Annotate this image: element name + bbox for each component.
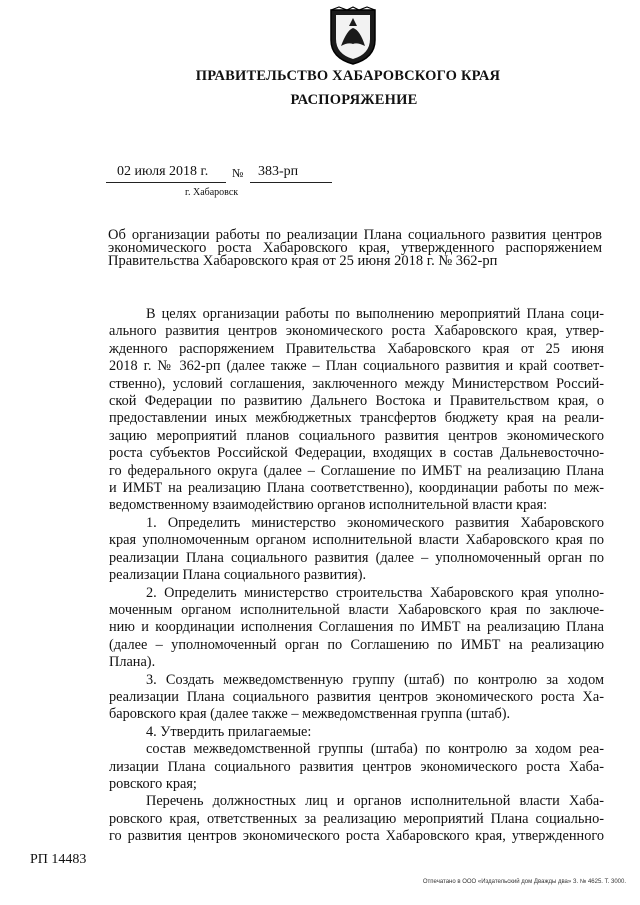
document-number: 383-рп — [258, 164, 299, 179]
subject-line: Правительства Хабаровского края от 25 июня 2018 г. № 362-рп — [108, 253, 498, 269]
body-line: го федерального округа (далее – Соглашение по ИМБТ на реализацию Плана — [109, 462, 604, 479]
document-code: РП 14483 — [30, 852, 87, 867]
subject-line: Об организации работы по реализации Плана социального развития центров — [108, 227, 602, 243]
body-line: состав межведомственной группы (штаба) по контролю за ходом реа- — [146, 741, 604, 758]
body-line: Перечень должностных лиц и органов исполнительной власти Хаба- — [146, 793, 604, 810]
body-line: 3. Создать межведомственную группу (штаб) по контролю за ходом — [146, 671, 604, 688]
body-line: ровского края, ответственных за реализацию мероприятий Плана социально- — [109, 810, 604, 827]
body-line: ской Федерации по развитию Дальнего Востока и Правительством края, о — [109, 393, 604, 410]
coat-of-arms-icon — [327, 6, 379, 66]
body-line: В целях организации работы по выполнению мероприятий Плана соци- — [146, 306, 604, 322]
body-line: баровского края (далее также – межведомственная группа (штаб). — [109, 706, 511, 723]
body-line: Плана). — [109, 654, 156, 671]
body-line: моченным органом исполнительной власти Хабаровского края по заключе- — [109, 601, 604, 618]
body-line: и ИМБТ на реализацию Плана соответственно), координации работы по меж- — [109, 480, 604, 497]
body-line: 1. Определить министерство экономического развития Хабаровского — [146, 514, 604, 531]
body-line: нию и координации исполнения Соглашения по ИМБТ на реализацию Плана — [109, 619, 604, 636]
document-body — [109, 306, 604, 846]
printer-imprint: Отпечатано в ООО «Издательский дом Дважды два» З. № 4625. Т. 3000. — [422, 879, 626, 885]
body-line: реализации Плана социального развития). — [109, 567, 367, 584]
body-line: зацию мероприятий планов социального развития центров экономического — [109, 427, 604, 444]
body-line: роста субъектов Российской Федерации, входящих в состав Дальневосточно- — [109, 445, 604, 462]
city-label: г. Хабаровск — [185, 187, 239, 198]
body-line: 4. Утвердить прилагаемые: — [146, 723, 312, 740]
body-line: 2. Определить министерство строительства Хабаровского края уполно- — [146, 584, 604, 601]
body-line: реализации Плана социального развития центров экономического роста Ха- — [109, 688, 604, 705]
body-line: 2018 г. № 362-рп (далее также – План социального развития и край соответ- — [109, 358, 604, 375]
body-line: ровского края; — [109, 775, 197, 792]
body-line: (далее – уполномоченный орган по Соглашению по ИМБТ на реализацию — [109, 636, 604, 653]
body-line: го развития центров экономического роста Хабаровского края, утвержденного — [109, 828, 604, 845]
body-line: ственно), условий соглашения, заключенного между Министерством Россий- — [109, 375, 604, 392]
document-date: 02 июля 2018 г. — [117, 164, 209, 179]
body-line: ального развития центров экономического роста Хабаровского края, утвер- — [109, 323, 604, 340]
date-underline — [106, 182, 226, 183]
body-line: ведомственному взаимодействию органов исполнительной власти края: — [109, 497, 548, 514]
body-line: жденного распоряжением Правительства Хабаровского края от 25 июня — [109, 340, 604, 357]
body-line: предоставлении иных межбюджетных трансфертов бюджету края на реали- — [109, 410, 604, 427]
body-line: лизации Плана социального развития центров экономического роста Хаба- — [109, 758, 604, 775]
number-sign: № — [232, 166, 244, 180]
government-title: ПРАВИТЕЛЬСТВО ХАБАРОВСКОГО КРАЯ — [195, 68, 501, 84]
document-subject — [108, 229, 602, 268]
document-type-title: РАСПОРЯЖЕНИЕ — [290, 92, 418, 108]
body-line: реализации Плана социального развития (далее – уполномоченный орган по — [109, 549, 604, 566]
body-line: края уполномоченным органом исполнительной власти Хабаровского края по — [109, 532, 604, 549]
number-underline — [250, 182, 332, 183]
subject-line: экономического роста Хабаровского края, утвержденного распоряжением — [108, 240, 602, 256]
